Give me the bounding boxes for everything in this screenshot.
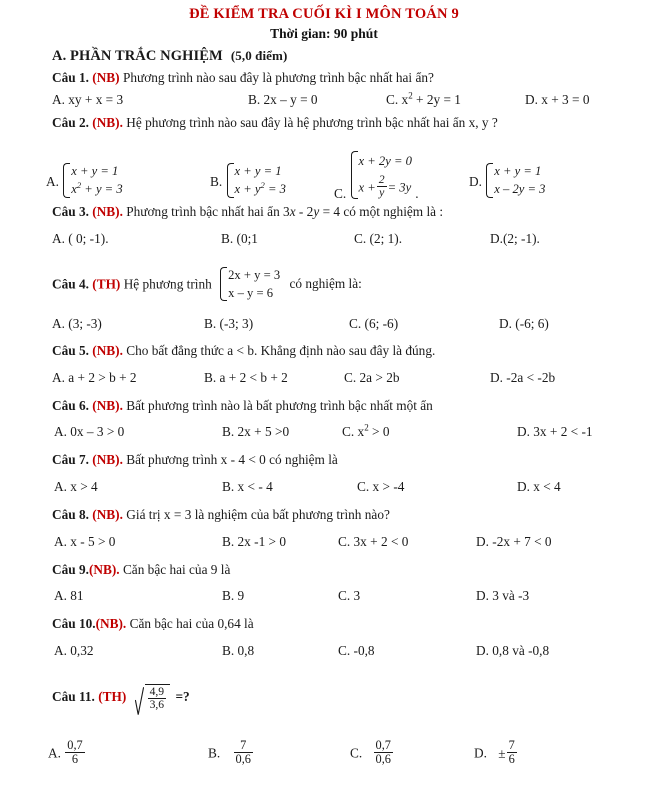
option-b[interactable]: B. (-3; 3) [204, 316, 254, 332]
question-9 [52, 562, 648, 579]
option-b[interactable]: B. (0;1 [221, 230, 258, 246]
question-3 [52, 204, 648, 221]
option-b[interactable]: B. 2x -1 > 0 [222, 533, 287, 549]
question-text: Căn bậc hai của 0,64 là [129, 616, 254, 632]
question-number: Câu 8. [52, 506, 89, 522]
system-braces: x + y = 1 x – 2y = 3 [485, 162, 545, 199]
option-d[interactable]: D. -2x + 7 < 0 [476, 533, 552, 549]
question-number: Câu 5. [52, 343, 89, 359]
option-b[interactable]: B. x + y = 1 $x + y^2 = 3$ [210, 162, 286, 199]
question-number: Câu 3. [52, 204, 89, 219]
question-4-options [52, 316, 648, 335]
question-7 [52, 452, 648, 469]
radicand: $\frac{4,9}{3,6}$ [145, 684, 171, 711]
option-c[interactable]: C. 2a > 2b [344, 369, 400, 385]
question-5-options [52, 370, 648, 389]
option-c[interactable]: C. 3x + 2 < 0 [338, 533, 409, 549]
question-9-options [52, 588, 648, 607]
trailing-period: . [415, 186, 419, 202]
question-level: (NB). [92, 115, 123, 131]
question-level: (NB). [92, 452, 123, 468]
option-d[interactable]: D. (-6; 6) [499, 316, 549, 332]
question-6 [52, 398, 648, 415]
question-1 [52, 70, 648, 87]
question-10 [52, 616, 648, 633]
system-braces: x + 2y = 0 x + $\frac{2}{y}$ = 3y [350, 150, 412, 200]
question-7-options [52, 479, 648, 498]
question-number: Câu 2. [52, 115, 89, 131]
option-a[interactable]: A. (3; -3) [52, 316, 102, 332]
option-c[interactable]: C. $\frac{0,7}{0,6}$ [350, 738, 391, 767]
question-number: Câu 6. [52, 397, 89, 413]
exam-page [0, 7, 648, 805]
option-d[interactable]: D. x + 3 = 0 [525, 92, 590, 108]
question-number: Câu 11. [52, 688, 95, 704]
question-level: (NB). [88, 561, 120, 577]
question-11-options [0, 725, 648, 769]
system-braces: x + y = 1 $x + y^2 = 3$ [226, 162, 286, 199]
question-11 [52, 684, 648, 711]
question-10-options [52, 643, 648, 662]
option-b[interactable]: B. 0,8 [222, 642, 255, 658]
exam-duration: Thời gian: 90 phút [270, 25, 378, 41]
question-text-post: =? [175, 688, 190, 704]
option-c[interactable]: C. $x^2 + 2y = 1$ [386, 90, 461, 108]
option-c[interactable]: C. x + 2y = 0 x + $\frac{2}{y}$ = 3y . [334, 150, 419, 202]
question-number: Câu 4. [52, 275, 89, 291]
question-level: (NB). [92, 343, 123, 359]
square-root-icon [135, 684, 171, 711]
question-text: Bất phương trình x - 4 < 0 có nghiệm là [126, 452, 338, 468]
option-b[interactable]: B. 9 [222, 588, 245, 604]
question-text: Phương trình nào sau đây là phương trình bậc nhất hai ẩn? [122, 69, 434, 85]
question-level: (NB) [92, 69, 120, 85]
question-number: Câu 9. [52, 561, 89, 577]
option-b[interactable]: B. $\frac{7}{0,6}$ [208, 738, 251, 767]
option-d[interactable]: D. 3x + 2 < -1 [517, 424, 593, 440]
option-d[interactable]: D. 0,8 và -0,8 [476, 642, 550, 658]
question-number: Câu 7. [52, 452, 89, 468]
option-d[interactable]: D. 3 và -3 [476, 588, 530, 604]
question-text: Bất phương trình nào là bất phương trình bậc nhất một ẩn [126, 397, 433, 413]
option-a[interactable]: A. x - 5 > 0 [54, 533, 116, 549]
question-number: Câu 10. [52, 616, 96, 632]
question-level: (TH) [92, 275, 121, 291]
option-d[interactable]: D. ± $\frac{7}{6}$ [474, 738, 515, 767]
option-b[interactable]: B. 2x + 5 >0 [222, 424, 290, 440]
option-b[interactable]: B. a + 2 < b + 2 [204, 369, 288, 385]
option-c[interactable]: C. 3 [338, 588, 361, 604]
question-text: Hệ phương trình nào sau đây là hệ phương trình bậc nhất hai ẩn x, y ? [126, 115, 498, 131]
question-1-options [52, 92, 648, 111]
question-8 [52, 507, 648, 524]
question-level: (NB). [92, 204, 123, 219]
question-text: Giá trị x = 3 là nghiệm của bất phương trình nào? [126, 506, 390, 522]
question-text-pre: Hệ phương trình [123, 275, 212, 291]
question-5 [52, 343, 648, 360]
question-4 [52, 266, 648, 303]
option-a[interactable]: A. ( 0; -1). [52, 230, 109, 246]
question-2-options [0, 138, 648, 200]
question-text-post: có nghiệm là: [289, 275, 362, 291]
question-level: (NB). [92, 506, 123, 522]
section-points: (5,0 điểm) [230, 47, 288, 63]
option-c[interactable]: C. $x^2 > 0$ [342, 422, 390, 440]
question-text: Căn bậc hai của 9 là [122, 561, 231, 577]
option-a[interactable]: A. 81 [54, 588, 84, 604]
question-8-options [52, 534, 648, 553]
option-c[interactable]: C. (2; 1). [354, 230, 403, 246]
option-c[interactable]: C. -0,8 [338, 642, 375, 658]
option-d[interactable]: D. x + y = 1 x – 2y = 3 [469, 162, 545, 199]
question-text: Cho bất đẳng thức a < b. Khẳng định nào sau đây là đúng. [126, 343, 436, 359]
option-a[interactable]: A. $\frac{0,7}{6}$ [48, 738, 83, 767]
option-a[interactable]: A. 0,32 [54, 642, 94, 658]
option-c[interactable]: C. x > -4 [357, 478, 405, 494]
system-braces: x + y = 1 $x^2 + y = 3$ [62, 162, 122, 199]
system-braces: 2x + y = 3 x – y = 6 [219, 266, 280, 303]
option-c[interactable]: C. (6; -6) [349, 316, 399, 332]
question-2 [52, 115, 648, 132]
section-label: A. PHẦN TRẮC NGHIỆM [52, 47, 223, 64]
option-a[interactable]: A. a + 2 > b + 2 [52, 369, 137, 385]
option-b[interactable]: B. x < - 4 [222, 478, 273, 494]
radical-hook [135, 686, 144, 709]
option-a[interactable]: A. x > 4 [54, 478, 98, 494]
option-a[interactable]: A. xy + x = 3 [52, 92, 124, 108]
option-a[interactable]: A. 0x – 3 > 0 [54, 424, 125, 440]
question-3-options [52, 231, 648, 250]
question-level: (TH) [98, 688, 127, 704]
page-title: ĐỀ KIỂM TRA CUỐI KÌ I MÔN TOÁN 9 [189, 6, 459, 22]
question-level: (NB). [92, 397, 123, 413]
question-level: (NB). [95, 616, 127, 632]
question-text: Phương trình bậc nhất hai ẩn 3x - 2y = 4 có một nghiệm là : [126, 204, 444, 219]
question-6-options [52, 424, 648, 443]
question-number: Câu 1. [52, 69, 89, 85]
option-d[interactable]: D. x < 4 [517, 478, 561, 494]
option-a[interactable]: A. x + y = 1 $x^2 + y = 3$ [46, 162, 123, 199]
section-heading [52, 48, 648, 65]
plus-minus-sign: ± [498, 745, 506, 761]
option-d[interactable]: D.(2; -1). [490, 230, 540, 246]
option-b[interactable]: B. 2x – y = 0 [248, 92, 318, 108]
option-d[interactable]: D. -2a < -2b [490, 369, 556, 385]
